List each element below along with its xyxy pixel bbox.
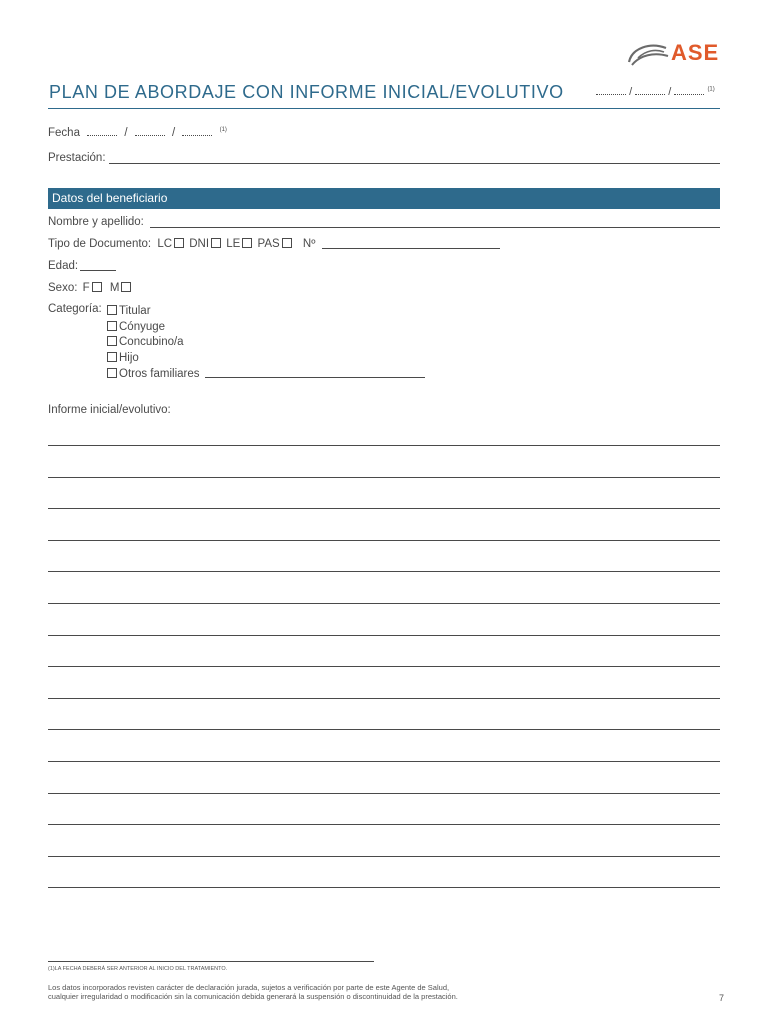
- doc-number-label: Nº: [302, 238, 316, 250]
- informe-writing-line[interactable]: [48, 793, 720, 794]
- categoria-option-label: Cónyuge: [119, 321, 166, 333]
- doc-dni-label: DNI: [189, 238, 210, 250]
- nombre-field[interactable]: [150, 227, 720, 228]
- categoria-checkbox[interactable]: [107, 368, 117, 378]
- categoria-checkbox[interactable]: [107, 352, 117, 362]
- tipo-doc-label: Tipo de Documento:: [48, 238, 152, 250]
- footnote: (1)LA FECHA DEBERÁ SER ANTERIOR AL INICIO DEL TRATAMIENTO.: [48, 966, 228, 972]
- date-month-field[interactable]: [635, 86, 665, 95]
- fecha-year-field[interactable]: [182, 127, 212, 136]
- informe-writing-line[interactable]: [48, 603, 720, 604]
- informe-writing-line[interactable]: [48, 887, 720, 888]
- date-day-field[interactable]: [596, 86, 626, 95]
- categoria-option-label: Hijo: [119, 352, 139, 364]
- section-header: [48, 188, 720, 209]
- doc-pas-label: PAS: [257, 238, 280, 250]
- categoria-option-concubino[interactable]: [105, 336, 184, 348]
- nombre-label: Nombre y apellido:: [48, 216, 144, 228]
- categoria-option-label: Otros familiares: [119, 368, 200, 380]
- footnote-divider: [48, 961, 374, 962]
- categoria-checkbox[interactable]: [107, 321, 117, 331]
- footnote-ref: (1): [707, 86, 715, 93]
- page-number: 7: [719, 993, 725, 1003]
- informe-writing-line[interactable]: [48, 540, 720, 541]
- header-date[interactable]: [596, 86, 715, 98]
- informe-writing-line[interactable]: [48, 856, 720, 857]
- disclaimer: [48, 983, 458, 1001]
- edad-label: Edad:: [48, 260, 79, 272]
- date-separator: /: [629, 86, 633, 98]
- doc-le-label: LE: [226, 238, 241, 250]
- edad-field[interactable]: [80, 270, 116, 271]
- page-title: PLAN DE ABORDAJE CON INFORME INICIAL/EVOLUTIVO: [49, 82, 564, 102]
- informe-label: Informe inicial/evolutivo:: [48, 404, 171, 416]
- logo-text: ASE: [671, 40, 720, 65]
- prestacion-label: Prestación:: [48, 152, 106, 164]
- sexo-m-checkbox[interactable]: [121, 282, 131, 292]
- categoria-option-label: Concubino/a: [119, 336, 184, 348]
- informe-writing-line[interactable]: [48, 571, 720, 572]
- doc-lc-checkbox[interactable]: [174, 238, 184, 248]
- doc-pas-checkbox[interactable]: [282, 238, 292, 248]
- section-title: Datos del beneficiario: [52, 191, 168, 205]
- fecha-row: [48, 127, 227, 139]
- date-separator: /: [668, 86, 672, 98]
- fecha-day-field[interactable]: [87, 127, 117, 136]
- disclaimer-line: cualquier irregularidad o modificación sin la comunicación debida generará la suspensión o discontinuidad de la prestación.: [48, 992, 458, 1001]
- doc-number-field[interactable]: [322, 248, 500, 249]
- sexo-f-checkbox[interactable]: [92, 282, 102, 292]
- title-divider: [48, 108, 720, 109]
- informe-writing-line[interactable]: [48, 635, 720, 636]
- categoria-option-titular[interactable]: [105, 305, 151, 317]
- informe-writing-line[interactable]: [48, 729, 720, 730]
- doc-le-checkbox[interactable]: [242, 238, 252, 248]
- informe-writing-line[interactable]: [48, 761, 720, 762]
- sexo-m-label: M: [109, 282, 120, 294]
- tipo-doc-row: [48, 238, 315, 250]
- fecha-label: Fecha: [48, 127, 80, 139]
- informe-writing-line[interactable]: [48, 508, 720, 509]
- categoria-option-otros[interactable]: [105, 368, 200, 380]
- doc-lc-label: LC: [157, 238, 173, 250]
- ase-logo: [626, 38, 726, 70]
- swoosh-icon: [626, 38, 672, 68]
- informe-writing-line[interactable]: [48, 666, 720, 667]
- categoria-label: Categoría:: [48, 303, 102, 315]
- categoria-option-conyuge[interactable]: [105, 321, 165, 333]
- fecha-month-field[interactable]: [135, 127, 165, 136]
- date-year-field[interactable]: [674, 86, 704, 95]
- prestacion-field[interactable]: [109, 163, 720, 164]
- categoria-checkbox[interactable]: [107, 305, 117, 315]
- fecha-separator: /: [124, 127, 128, 139]
- sexo-label: Sexo:: [48, 282, 78, 294]
- sexo-f-label: F: [82, 282, 90, 294]
- categoria-checkbox[interactable]: [107, 336, 117, 346]
- sexo-row: [48, 282, 133, 294]
- doc-dni-checkbox[interactable]: [211, 238, 221, 248]
- fecha-separator: /: [171, 127, 176, 139]
- categoria-option-label: Titular: [119, 305, 151, 317]
- otros-familiares-field[interactable]: [205, 377, 425, 378]
- footnote-ref: (1): [219, 127, 227, 134]
- informe-writing-line[interactable]: [48, 698, 720, 699]
- informe-writing-line[interactable]: [48, 824, 720, 825]
- informe-writing-line[interactable]: [48, 477, 720, 478]
- disclaimer-line: Los datos incorporados revisten carácter de declaración jurada, sujetos a verificación por parte de este Agente de Salud,: [48, 983, 450, 992]
- informe-writing-line[interactable]: [48, 445, 720, 446]
- categoria-option-hijo[interactable]: [105, 352, 139, 364]
